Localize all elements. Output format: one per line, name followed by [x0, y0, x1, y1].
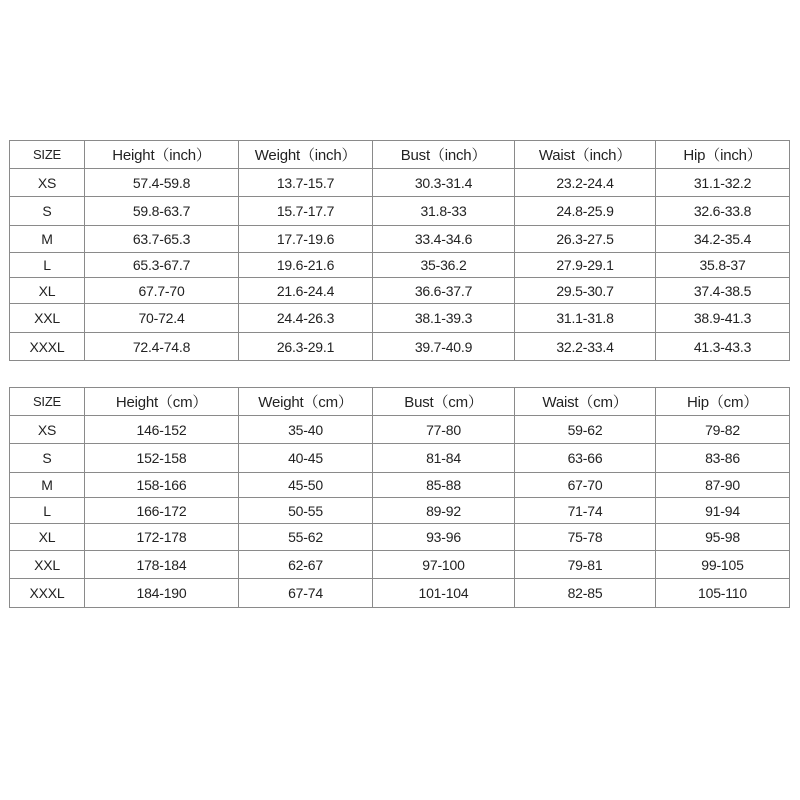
measurement-cell: 87-90 [656, 473, 790, 498]
measurement-cell: 152-158 [85, 444, 239, 473]
column-header: Bust（cm） [373, 388, 515, 416]
table-row [10, 304, 790, 333]
measurement-cell: 79-82 [656, 416, 790, 444]
measurement-cell: 83-86 [656, 444, 790, 473]
measurement-cell: 89-92 [373, 498, 515, 524]
table-row [10, 579, 790, 608]
measurement-cell: 35-36.2 [373, 253, 515, 278]
measurement-cell: 40-45 [239, 444, 373, 473]
measurement-cell: 166-172 [85, 498, 239, 524]
measurement-cell: 95-98 [656, 524, 790, 551]
table-row [10, 333, 790, 361]
measurement-cell: 17.7-19.6 [239, 226, 373, 253]
table-row [10, 278, 790, 304]
size-label-cell: S [10, 444, 85, 473]
measurement-cell: 36.6-37.7 [373, 278, 515, 304]
column-header: Weight（inch） [239, 141, 373, 169]
size-label-cell: XXL [10, 551, 85, 579]
measurement-cell: 75-78 [515, 524, 656, 551]
table-row [10, 169, 790, 197]
measurement-cell: 178-184 [85, 551, 239, 579]
measurement-cell: 32.6-33.8 [656, 197, 790, 226]
measurement-cell: 19.6-21.6 [239, 253, 373, 278]
table-row [10, 416, 790, 444]
size-label-cell: XL [10, 524, 85, 551]
measurement-cell: 63-66 [515, 444, 656, 473]
measurement-cell: 63.7-65.3 [85, 226, 239, 253]
measurement-cell: 184-190 [85, 579, 239, 608]
measurement-cell: 57.4-59.8 [85, 169, 239, 197]
measurement-cell: 77-80 [373, 416, 515, 444]
measurement-cell: 45-50 [239, 473, 373, 498]
measurement-cell: 23.2-24.4 [515, 169, 656, 197]
column-header: Bust（inch） [373, 141, 515, 169]
measurement-cell: 67-70 [515, 473, 656, 498]
column-header: Hip（cm） [656, 388, 790, 416]
size-label-cell: XS [10, 416, 85, 444]
measurement-cell: 33.4-34.6 [373, 226, 515, 253]
measurement-cell: 91-94 [656, 498, 790, 524]
size-label-cell: M [10, 226, 85, 253]
measurement-cell: 35-40 [239, 416, 373, 444]
measurement-cell: 93-96 [373, 524, 515, 551]
measurement-cell: 67.7-70 [85, 278, 239, 304]
table-row [10, 524, 790, 551]
measurement-cell: 26.3-29.1 [239, 333, 373, 361]
measurement-cell: 81-84 [373, 444, 515, 473]
size-label-cell: L [10, 498, 85, 524]
column-header: Height（cm） [85, 388, 239, 416]
size-label-cell: XS [10, 169, 85, 197]
table-row [10, 444, 790, 473]
measurement-cell: 99-105 [656, 551, 790, 579]
measurement-cell: 41.3-43.3 [656, 333, 790, 361]
size-label-cell: XXXL [10, 579, 85, 608]
measurement-cell: 82-85 [515, 579, 656, 608]
measurement-cell: 172-178 [85, 524, 239, 551]
measurement-cell: 39.7-40.9 [373, 333, 515, 361]
measurement-cell: 70-72.4 [85, 304, 239, 333]
size-label-cell: L [10, 253, 85, 278]
measurement-cell: 26.3-27.5 [515, 226, 656, 253]
column-header: SIZE [10, 388, 85, 416]
measurement-cell: 67-74 [239, 579, 373, 608]
column-header: Height（inch） [85, 141, 239, 169]
size-label-cell: XL [10, 278, 85, 304]
table-header-row [10, 141, 790, 169]
measurement-cell: 38.9-41.3 [656, 304, 790, 333]
table-row [10, 551, 790, 579]
measurement-cell: 21.6-24.4 [239, 278, 373, 304]
column-header: Hip（inch） [656, 141, 790, 169]
column-header: Waist（inch） [515, 141, 656, 169]
measurement-cell: 59.8-63.7 [85, 197, 239, 226]
measurement-cell: 71-74 [515, 498, 656, 524]
measurement-cell: 24.8-25.9 [515, 197, 656, 226]
table-row [10, 473, 790, 498]
measurement-cell: 62-67 [239, 551, 373, 579]
table-row [10, 197, 790, 226]
measurement-cell: 37.4-38.5 [656, 278, 790, 304]
size-chart-cm-table [9, 387, 790, 608]
measurement-cell: 72.4-74.8 [85, 333, 239, 361]
size-label-cell: S [10, 197, 85, 226]
measurement-cell: 79-81 [515, 551, 656, 579]
measurement-cell: 55-62 [239, 524, 373, 551]
size-chart-inch-table [9, 140, 790, 361]
measurement-cell: 31.1-31.8 [515, 304, 656, 333]
measurement-cell: 29.5-30.7 [515, 278, 656, 304]
measurement-cell: 27.9-29.1 [515, 253, 656, 278]
measurement-cell: 38.1-39.3 [373, 304, 515, 333]
table-row [10, 498, 790, 524]
measurement-cell: 85-88 [373, 473, 515, 498]
measurement-cell: 34.2-35.4 [656, 226, 790, 253]
measurement-cell: 50-55 [239, 498, 373, 524]
measurement-cell: 32.2-33.4 [515, 333, 656, 361]
column-header: SIZE [10, 141, 85, 169]
measurement-cell: 105-110 [656, 579, 790, 608]
measurement-cell: 35.8-37 [656, 253, 790, 278]
size-label-cell: M [10, 473, 85, 498]
table-row [10, 253, 790, 278]
measurement-cell: 31.1-32.2 [656, 169, 790, 197]
measurement-cell: 97-100 [373, 551, 515, 579]
table-row [10, 226, 790, 253]
measurement-cell: 13.7-15.7 [239, 169, 373, 197]
column-header: Waist（cm） [515, 388, 656, 416]
measurement-cell: 65.3-67.7 [85, 253, 239, 278]
measurement-cell: 30.3-31.4 [373, 169, 515, 197]
size-label-cell: XXL [10, 304, 85, 333]
measurement-cell: 146-152 [85, 416, 239, 444]
table-header-row [10, 388, 790, 416]
measurement-cell: 15.7-17.7 [239, 197, 373, 226]
measurement-cell: 101-104 [373, 579, 515, 608]
measurement-cell: 31.8-33 [373, 197, 515, 226]
size-label-cell: XXXL [10, 333, 85, 361]
measurement-cell: 158-166 [85, 473, 239, 498]
column-header: Weight（cm） [239, 388, 373, 416]
measurement-cell: 59-62 [515, 416, 656, 444]
measurement-cell: 24.4-26.3 [239, 304, 373, 333]
